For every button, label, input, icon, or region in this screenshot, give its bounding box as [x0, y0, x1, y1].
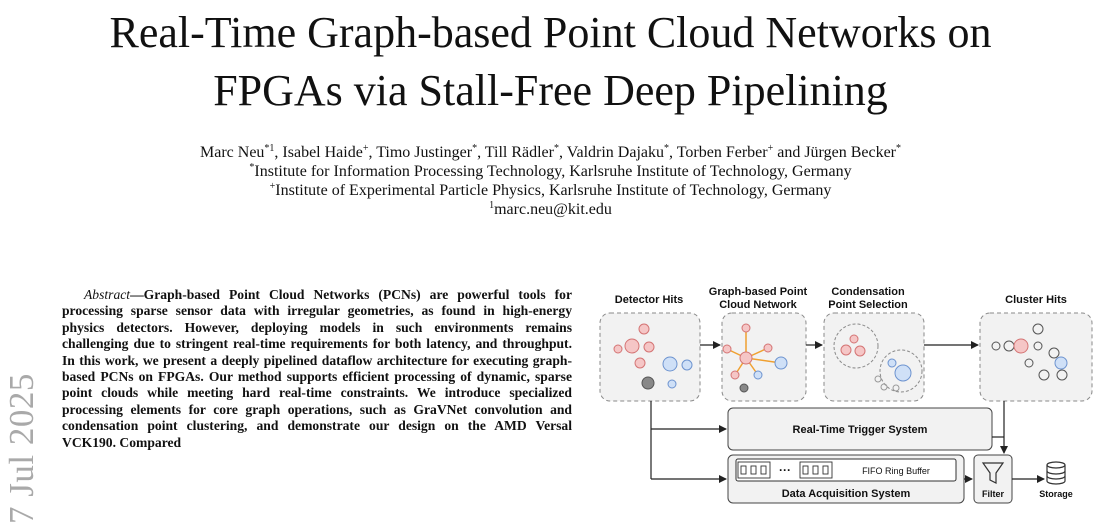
author-name: Marc Neu: [200, 144, 265, 161]
paper-title: [0, 4, 1101, 120]
stage-label-detector-hits: Detector Hits: [614, 294, 684, 306]
storage-label: Storage: [1039, 489, 1073, 499]
author-name: Till Rädler: [484, 144, 554, 161]
affiliation-2: [0, 181, 1101, 200]
trigger-system-label: Real-Time Trigger System: [792, 424, 928, 436]
abstract-text: Graph-based Point Cloud Networks (PCNs) are powerful tools for processing sparse sensor data with irregular geometries, as found in high-energy physics detectors. However, deploying models in such environments remains challenging due to stringent real-time requirements for both latency, and throughput. In this work, we present a deeply pipelined dataflow architecture for executing graph-based PCNs on FPGAs. Our method supports efficient processing of dynamic, sparse point clouds while meeting hard real-time constraints. We introduce specialized processing elements for core graph operations, such as GraVNet convolution and condensation point clustering, and demonstrate our design on the AMD Versal VCK190. Compared: [62, 287, 572, 450]
email: [0, 200, 1101, 219]
author-mark: +: [767, 143, 774, 154]
stage-label-condensation-2: Point Selection: [828, 299, 908, 311]
author-mark: *: [664, 143, 670, 154]
system-figure: [596, 283, 1101, 525]
email-address[interactable]: marc.neu@kit.edu: [494, 201, 612, 218]
panel-condensation: [824, 313, 924, 401]
author-mark: *: [472, 143, 478, 154]
panel-pcn: [722, 313, 806, 401]
daq-label: Data Acquisition System: [781, 488, 911, 500]
author-separator: ,: [274, 144, 283, 161]
abstract-dash: —: [130, 287, 144, 302]
stage-label-cluster-hits: Cluster Hits: [1005, 294, 1067, 306]
author-mark: *: [896, 143, 901, 154]
author-name: Timo Justinger: [376, 144, 473, 161]
author-name: Valdrin Dajaku: [566, 144, 665, 161]
affiliation-text: Institute of Experimental Particle Physics, Karlsruhe Institute of Technology, Germany: [275, 182, 832, 199]
author-mark: +: [362, 143, 369, 154]
author-separator: ,: [477, 144, 485, 161]
title-line-1: Real-Time Graph-based Point Cloud Networks on: [109, 8, 992, 57]
author-block: [0, 143, 1101, 219]
author-separator: ,: [669, 144, 677, 161]
author-mark: *1: [264, 143, 275, 154]
fifo-label: FIFO Ring Buffer: [862, 466, 930, 476]
author-list: [0, 143, 1101, 162]
stage-label-pcn-2: Cloud Network: [719, 299, 797, 311]
stage-label-condensation-1: Condensation: [831, 286, 905, 298]
email-mark: 1: [489, 200, 495, 211]
stage-label-pcn-1: Graph-based Point: [708, 286, 808, 298]
affiliation-text: Institute for Information Processing Technology, Karlsruhe Institute of Technology, Germany: [254, 163, 852, 180]
author-name: Torben Ferber: [676, 144, 768, 161]
author-name: Jürgen Becker: [804, 144, 896, 161]
fifo-ellipsis: ···: [779, 463, 791, 477]
affiliation-mark: *: [249, 162, 255, 173]
arxiv-date: 7 Jul 2025: [2, 373, 41, 524]
author-mark: *: [553, 143, 559, 154]
author-name: Isabel Haide: [282, 144, 363, 161]
filter-label: Filter: [981, 489, 1005, 499]
affiliation-1: [0, 162, 1101, 181]
author-separator: ,: [558, 144, 567, 161]
title-line-2: FPGAs via Stall-Free Deep Pipelining: [213, 66, 888, 115]
abstract: [62, 287, 572, 451]
affiliation-mark: +: [269, 181, 276, 192]
storage-icon: [1047, 462, 1065, 484]
author-separator: and: [773, 144, 805, 161]
panel-cluster-hits: [980, 313, 1092, 401]
author-separator: ,: [368, 144, 377, 161]
arxiv-stamp: [2, 292, 42, 524]
abstract-heading: Abstract: [84, 287, 131, 302]
